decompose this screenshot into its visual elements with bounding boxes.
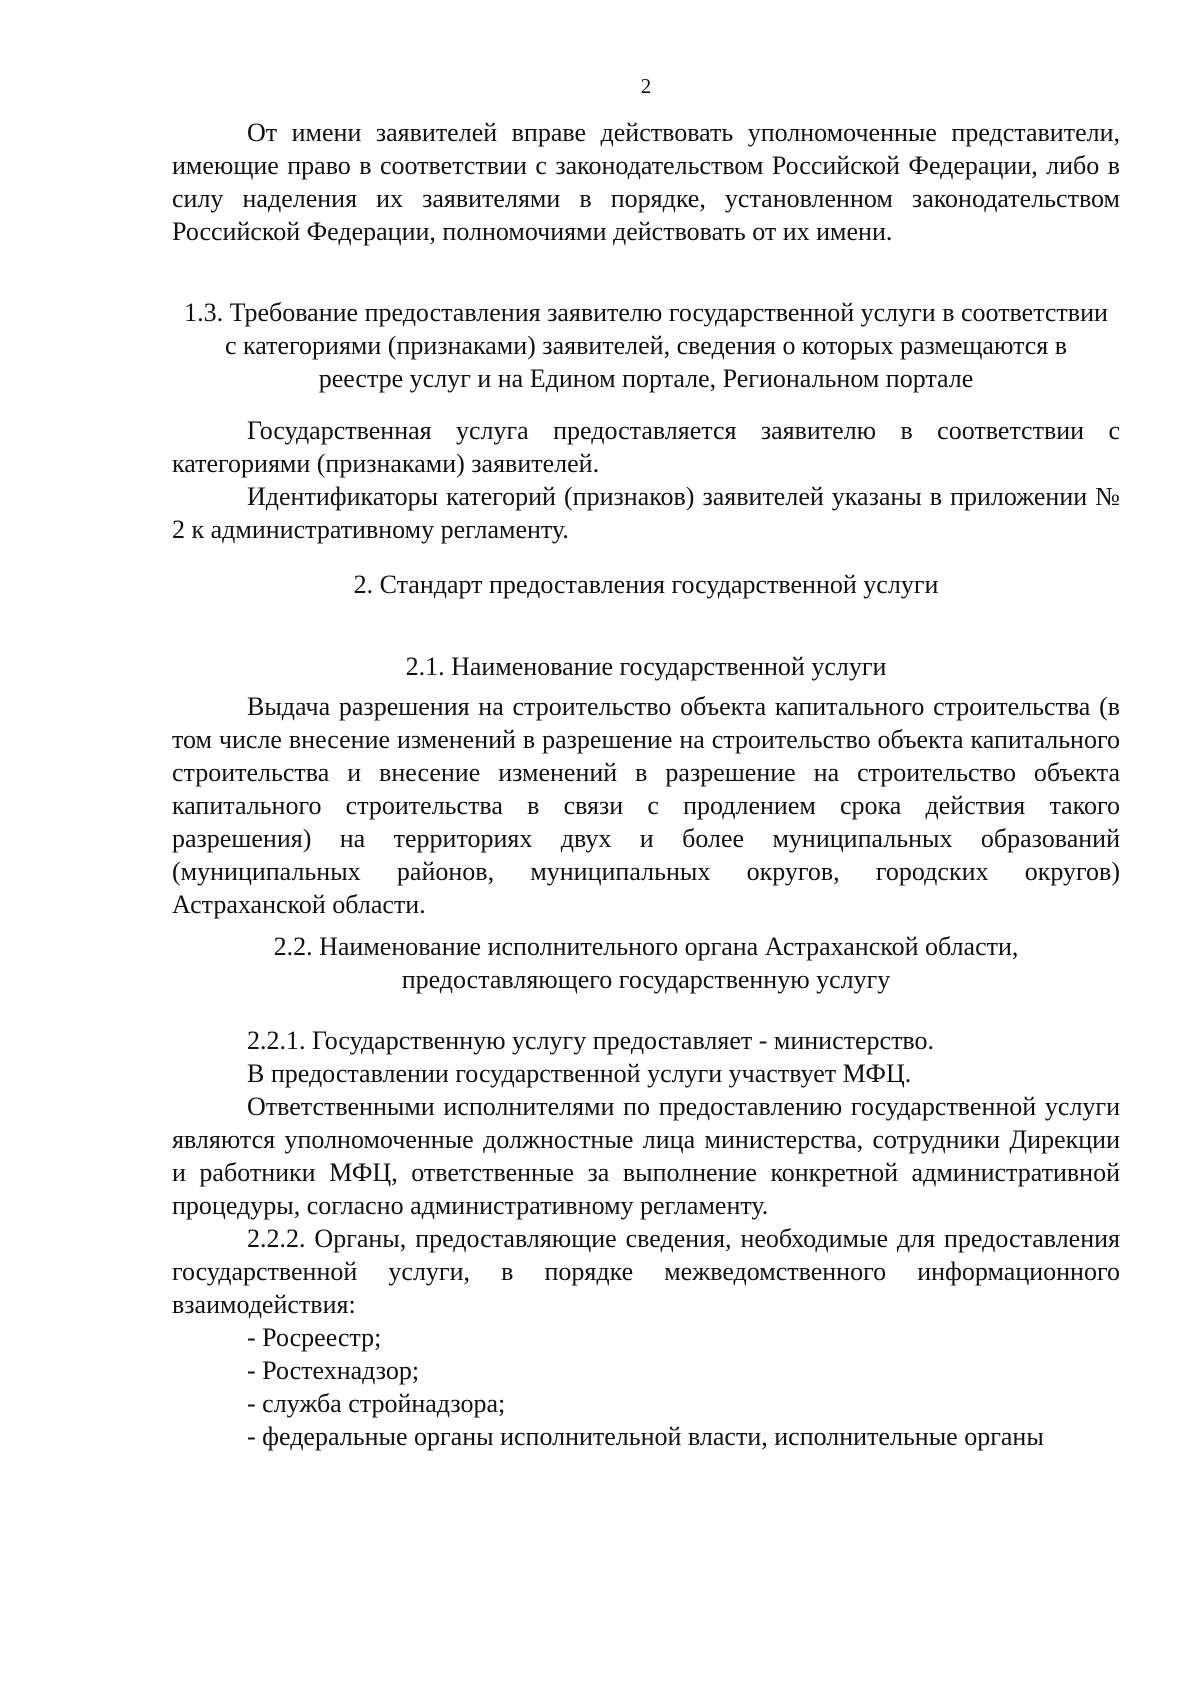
section-1-3-heading-block <box>172 296 1120 395</box>
list-item-rostekhnadzor: - Ростехнадзор; <box>247 1356 420 1385</box>
page-number: 2 <box>640 74 652 98</box>
section-1-3-body <box>172 414 1120 546</box>
paragraph-category-service: Государственная услуга предоставляется заявителю в соответствии с категориями (признаками) заявителей. <box>172 416 1120 478</box>
section-2-1-heading-block <box>172 650 1120 683</box>
list-item-federal-organs: - федеральные органы исполнительной власти, исполнительные органы <box>247 1422 1044 1451</box>
paragraph-mfc-participation: В предоставлении государственной услуги участвует МФЦ. <box>247 1059 912 1088</box>
section-2-heading: 2. Стандарт предоставления государственной услуги <box>353 570 939 599</box>
paragraph-representatives-block <box>172 116 1120 248</box>
section-1-3-heading: 1.3. Требование предоставления заявителю государственной услуги в соответствии с категориями (признаками) заявителей, сведения о которых размещаются в реестре услуг и на Едином портале, Региональном портале <box>184 298 1108 393</box>
list-item-rosreestr: - Росреестр; <box>247 1323 382 1352</box>
paragraph-responsible-executors: Ответственными исполнителями по предоставлению государственной услуги являются уполномоченные должностные лица министерства, сотрудники Дирекции и работники МФЦ, ответственные за выполнение конкретной административной процедуры, согласно административному регламенту. <box>172 1092 1120 1220</box>
list-item-stroynadzor: - служба стройнадзора; <box>247 1389 506 1418</box>
section-2-2-heading-line-2: предоставляющего государственную услугу <box>401 965 891 994</box>
paragraph-2-2-1: 2.2.1. Государственную услугу предоставляет - министерство. <box>247 1026 935 1055</box>
paragraph-representatives: От имени заявителей вправе действовать уполномоченные представители, имеющие право в соответствии с законодательством Российской Федерации, либо в силу наделения их заявителями в порядке, установленном законодательством Российской Федерации, полномочиями действовать от их имени. <box>172 118 1120 246</box>
section-2-1-body <box>172 690 1120 921</box>
section-2-2-heading-line-1: 2.2. Наименование исполнительного органа Астраханской области, <box>273 932 1019 961</box>
paragraph-category-identifiers: Идентификаторы категорий (признаков) заявителей указаны в приложении № 2 к административному регламенту. <box>172 482 1120 544</box>
paragraph-service-name: Выдача разрешения на строительство объекта капитального строительства (в том числе внесение изменений в разрешение на строительство объекта капитального строительства и внесение изменений в разрешение на строительство объекта капитального строительства в связи с продлением срока действия такого разрешения) на территориях двух и более муниципальных образований (муниципальных районов, муниципальных округов, городских округов) Астраханской области. <box>172 692 1120 919</box>
paragraph-2-2-2: 2.2.2. Органы, предоставляющие сведения, необходимые для предоставления государственной услуги, в порядке межведомственного информационного взаимодействия: <box>172 1224 1120 1319</box>
section-2-2-body <box>172 1024 1120 1453</box>
section-2-2-heading-block <box>172 930 1120 996</box>
section-2-heading-block <box>172 568 1120 601</box>
section-2-1-heading: 2.1. Наименование государственной услуги <box>405 652 887 681</box>
